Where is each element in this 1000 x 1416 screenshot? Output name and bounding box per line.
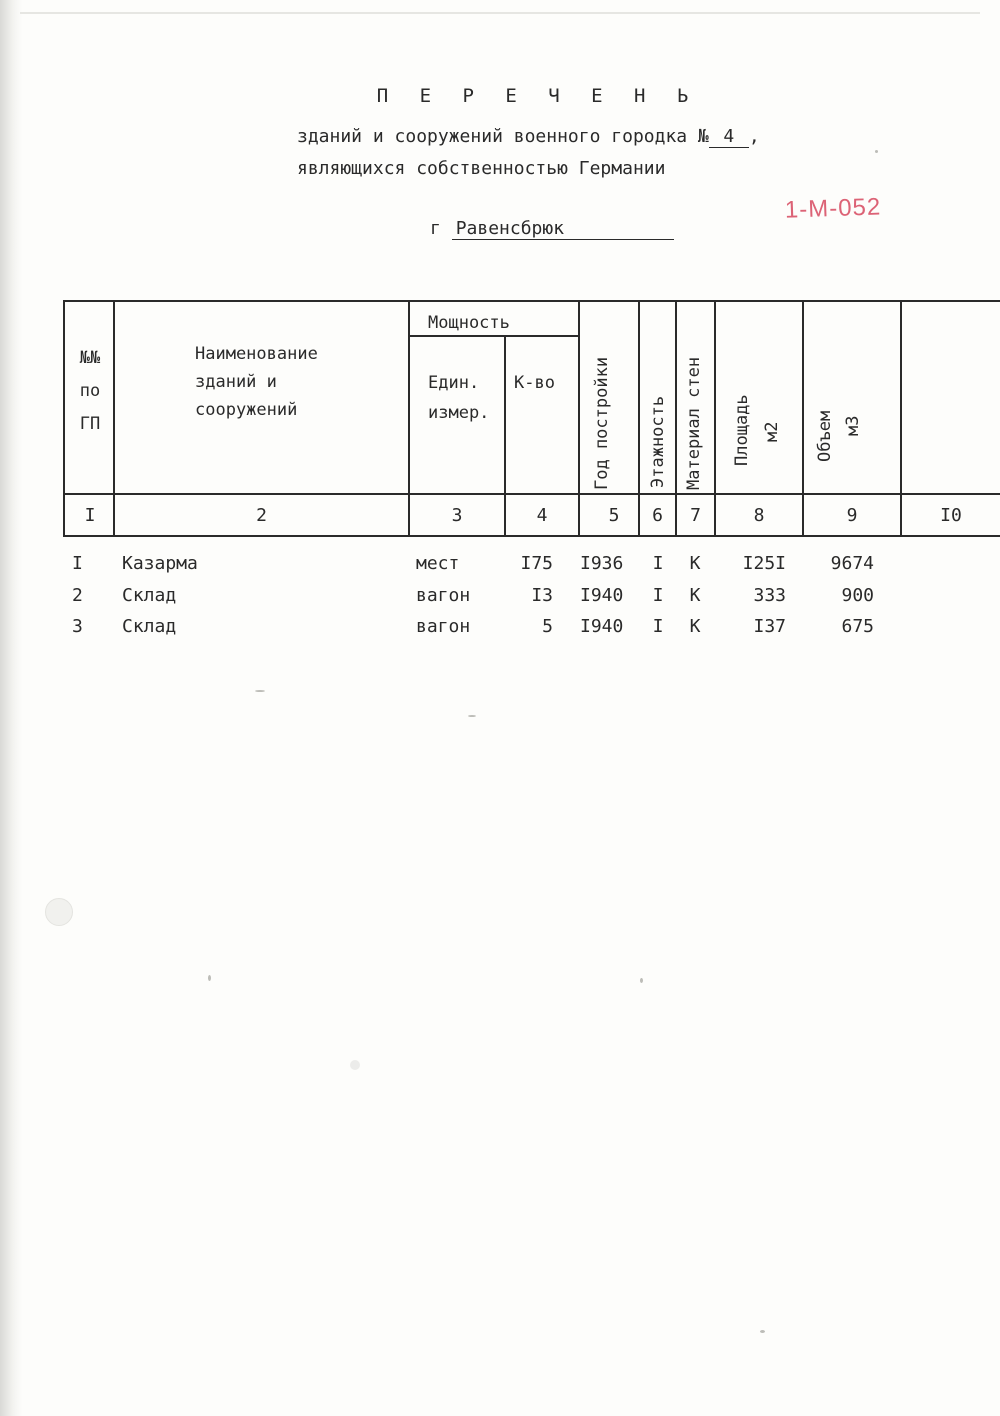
row-area: I37: [753, 616, 786, 637]
punch-hole: [45, 898, 73, 926]
header-volume: Объем: [815, 410, 835, 462]
column-number-9: 9: [846, 505, 858, 526]
page-edge-shadow: [0, 0, 22, 1416]
header-unit-line-2: измер.: [428, 403, 490, 423]
city-prefix: г: [430, 218, 441, 239]
row-unit: вагон: [416, 585, 471, 606]
row-area: 333: [753, 585, 786, 606]
row-year: I940: [580, 616, 624, 637]
header-name-line-3: сооружений: [195, 400, 298, 420]
column-number-10: I0: [940, 505, 962, 526]
header-bottom-line: [63, 493, 1000, 495]
red-stamp: 1-М-052: [784, 193, 882, 224]
col-divider-6: [675, 300, 677, 537]
subtitle-line-2: являющихся собственностью Германии: [297, 158, 666, 179]
header-name: [195, 340, 318, 424]
header-name-line-1: Наименование: [195, 344, 318, 364]
row-year: I940: [580, 585, 624, 606]
row-unit: мест: [416, 553, 460, 574]
row-unit: вагон: [416, 616, 471, 637]
scan-speck: [760, 1330, 765, 1333]
header-unit-line-1: Един.: [428, 373, 480, 393]
row-floors: I: [652, 553, 664, 574]
column-number-bottom-line: [63, 535, 1000, 537]
header-capacity: Мощность: [428, 313, 510, 333]
column-number-2: 2: [256, 505, 267, 526]
row-volume: 675: [841, 616, 874, 637]
header-floors: Этажность: [648, 395, 668, 488]
scan-speck: [875, 150, 878, 153]
row-num: I: [72, 553, 83, 574]
column-number-4: 4: [536, 505, 548, 526]
col-divider-9: [900, 300, 902, 537]
table-top-border: [63, 300, 1000, 302]
row-wall: К: [689, 553, 701, 574]
col-divider-4: [578, 300, 580, 537]
row-name: Казарма: [122, 553, 198, 574]
row-year: I936: [580, 553, 624, 574]
header-num-line-2: по: [79, 381, 101, 401]
header-year: Год постройки: [592, 356, 612, 490]
header-num: [68, 342, 112, 441]
header-wall-material: Материал стен: [684, 356, 704, 490]
row-floors: I: [652, 585, 664, 606]
scan-speck: [255, 690, 265, 692]
document-title: П Е Р Е Ч Е Н Ь: [376, 85, 699, 107]
row-wall: К: [689, 585, 701, 606]
header-num-line-1: №№: [79, 348, 101, 368]
header-unit: [428, 368, 489, 428]
header-name-line-2: зданий и: [195, 372, 277, 392]
row-wall: К: [689, 616, 701, 637]
scan-speck: [208, 975, 211, 981]
city-name: Равенсбрюк: [452, 218, 674, 240]
subtitle-prefix: зданий и сооружений военного городка №: [297, 126, 709, 147]
col-divider-5: [638, 300, 640, 537]
row-qty: I75: [520, 553, 553, 574]
column-number-7: 7: [690, 505, 701, 526]
row-qty: 5: [542, 616, 553, 637]
column-number-1: I: [84, 505, 96, 526]
header-area-unit: м2: [762, 421, 782, 442]
row-area: I25I: [742, 553, 786, 574]
row-name: Склад: [122, 585, 177, 606]
scan-speck: [468, 715, 476, 717]
town-number: 4: [709, 126, 749, 148]
row-num: 3: [72, 616, 83, 637]
column-number-8: 8: [753, 505, 765, 526]
row-volume: 9674: [830, 553, 874, 574]
row-num: 2: [72, 585, 83, 606]
header-volume-unit: м3: [843, 415, 863, 436]
scan-speck: [350, 1060, 360, 1070]
header-qty: К-во: [514, 373, 555, 393]
row-name: Склад: [122, 616, 177, 637]
subtitle-suffix: ,: [748, 126, 760, 147]
col-divider-8: [802, 300, 804, 537]
col-divider-2: [408, 300, 410, 537]
col-divider-1: [113, 300, 115, 537]
page-top-edge: [20, 12, 980, 14]
col-divider-7: [714, 300, 716, 537]
header-num-line-3: ГП: [79, 414, 101, 434]
scan-speck: [640, 978, 643, 983]
header-area: Площадь: [732, 394, 752, 466]
city-line: [430, 218, 674, 240]
col-divider-0: [63, 300, 65, 537]
row-volume: 900: [841, 585, 874, 606]
row-qty: I3: [531, 585, 553, 606]
column-number-6: 6: [652, 505, 663, 526]
column-number-5: 5: [608, 505, 620, 526]
subtitle-line-1: [297, 126, 760, 148]
column-number-3: 3: [451, 505, 463, 526]
row-floors: I: [652, 616, 664, 637]
